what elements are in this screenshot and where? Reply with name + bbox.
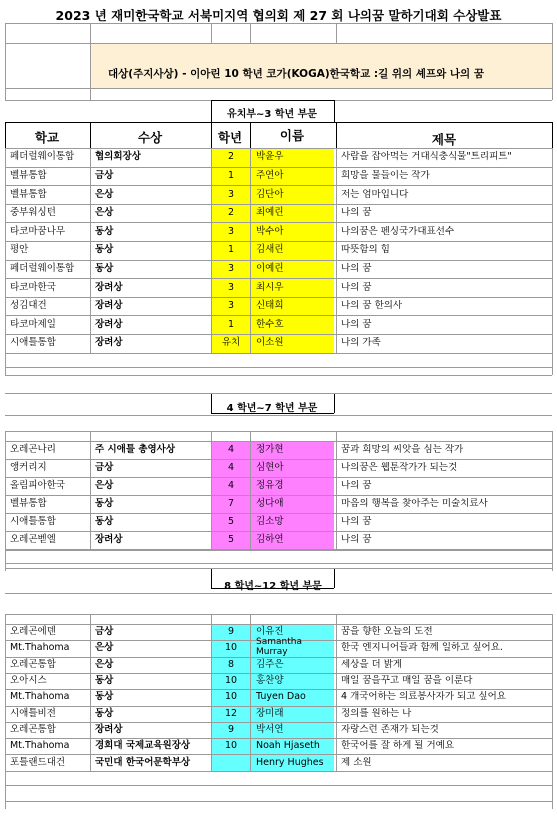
grid-line [5, 334, 552, 335]
grid-line [5, 689, 552, 690]
cell-school: 시애틀비전 [10, 707, 56, 719]
grid-line [336, 23, 337, 43]
cell-name: 정가현 [256, 444, 284, 455]
grid-line [552, 431, 553, 549]
cell-grade: 1 [227, 244, 235, 256]
grid-line [5, 441, 552, 442]
grid-line [5, 563, 552, 564]
cell-school: 페더럴웨이통합 [10, 262, 75, 274]
grid-line [552, 23, 553, 100]
cell-school: Mt.Thahoma [10, 642, 70, 654]
cell-award: 동상 [95, 262, 114, 274]
cell-name: 이유진 [256, 626, 284, 638]
cell-grade: 10 [224, 675, 238, 687]
cell-name: 김소망 [256, 516, 284, 527]
cell-title: 꿈을 향한 오늘의 도전 [341, 626, 433, 638]
grid-line [5, 375, 552, 376]
cell-title: 세상을 더 밝게 [341, 658, 403, 670]
cell-name: 김주은 [256, 658, 284, 670]
cell-title: 4 개국어하는 의료봉사자가 되고 싶어요 [341, 691, 506, 703]
section-label-4-7: 4 학년~7 학년 부문 [226, 403, 318, 414]
grid-line [5, 43, 552, 44]
grid-line [211, 23, 212, 43]
grid-line [5, 431, 552, 432]
grid-line [5, 204, 552, 205]
cell-name: 이소원 [256, 337, 284, 349]
cell-grade: 3 [227, 281, 235, 293]
cell-school: 포틀랜드대건 [10, 756, 66, 768]
grid-line [5, 738, 552, 739]
grid-line [5, 353, 552, 354]
cell-name: 김새린 [256, 244, 284, 256]
cell-school: 중부워싱턴 [10, 207, 56, 219]
cell-award: 은상 [95, 188, 114, 200]
cell-name: Noah Hjaseth [256, 740, 320, 752]
grid-line [5, 167, 552, 168]
grid-line [5, 148, 6, 353]
grid-line [336, 614, 337, 771]
grid-line [5, 801, 552, 802]
grid-line [5, 88, 552, 89]
cell-award: 금상 [95, 626, 114, 638]
cell-title: 나의 꿈 [341, 516, 372, 527]
cell-name: 신태희 [256, 300, 284, 312]
cell-grade: 10 [224, 691, 238, 703]
cell-school: 오레곤에덴 [10, 626, 56, 638]
cell-name: Tuyen Dao [256, 691, 306, 703]
cell-school: 올림피아한국 [10, 480, 66, 491]
grid-line [5, 513, 552, 514]
cell-school: 시애틀통합 [10, 337, 56, 349]
cell-grade: 3 [227, 300, 235, 312]
grid-line [552, 771, 553, 809]
grid-line [5, 624, 552, 625]
cell-grade: 유치 [221, 337, 241, 349]
cell-award: 국민대 한국어문학부상 [95, 756, 191, 768]
cell-school: Mt.Thahoma [10, 740, 70, 752]
cell-grade: 12 [224, 707, 238, 719]
cell-name: 정유경 [256, 480, 284, 491]
grid-line [5, 23, 552, 24]
cell-school: 오레곤통합 [10, 723, 56, 735]
cell-title: 나의 꿈 [341, 207, 372, 219]
cell-title: 한국 엔지니어들과 함께 일하고 싶어요. [341, 642, 503, 654]
cell-title: 나의 꿈 [341, 262, 372, 274]
grid-line [552, 549, 553, 571]
cell-award: 장려상 [95, 534, 123, 545]
cell-award: 주 시애틀 총영사상 [95, 444, 176, 455]
grid-line [90, 148, 91, 353]
grid-line [5, 393, 552, 394]
grid-line [250, 614, 251, 771]
cell-award: 장려상 [95, 723, 123, 735]
cell-grade: 10 [224, 740, 238, 752]
cell-name: 주연아 [256, 169, 284, 181]
cell-title: 나의 꿈 [341, 480, 372, 491]
grid-line [90, 23, 91, 100]
cell-title: 나의꿈은 펜싱국가대표선수 [341, 225, 455, 237]
cell-name: 홍찬양 [256, 675, 284, 687]
grid-line [5, 278, 552, 279]
cell-title: 나의 꿈 [341, 281, 372, 293]
cell-title: 나의 꿈 [341, 534, 372, 545]
cell-name: 박서연 [256, 723, 284, 735]
cell-title: 따뜻함의 힘 [341, 244, 390, 256]
cell-award: 금상 [95, 462, 114, 473]
cell-name: 김하연 [256, 534, 284, 545]
section-label-k3: 유치부~3 학년 부문 [227, 109, 317, 120]
cell-name: 최예린 [256, 207, 284, 219]
grid-line [5, 367, 552, 368]
cell-name: 장미래 [256, 707, 284, 719]
cell-grade: 7 [227, 498, 235, 509]
grid-line [5, 785, 552, 786]
cell-name: 심현아 [256, 462, 284, 473]
cell-name: 한수호 [256, 318, 284, 330]
cell-school: 타코마꿈나무 [10, 225, 66, 237]
cell-grade: 2 [227, 151, 235, 163]
grid-line [5, 614, 6, 771]
cell-award: 동상 [95, 707, 114, 719]
cell-name: 김단아 [256, 188, 284, 200]
grid-line [5, 23, 6, 43]
cell-grade: 3 [227, 225, 235, 237]
cell-title: 사람을 잡아먹는 거대식충식물"트리피트" [341, 151, 512, 163]
cell-title: 제 소원 [341, 756, 372, 768]
grid-line [336, 431, 337, 549]
cell-title: 희망을 물들이는 작가 [341, 169, 430, 181]
cell-school: 오레곤벧엘 [10, 534, 56, 545]
cell-grade: 4 [227, 444, 235, 455]
grid-line [5, 495, 552, 496]
grid-line [250, 148, 251, 353]
cell-school: 오레곤통합 [10, 658, 56, 670]
grid-line [552, 148, 553, 353]
cell-school: 오아시스 [10, 675, 47, 687]
header-award: 수상 [137, 130, 163, 145]
cell-school: 평안 [10, 244, 29, 256]
cell-name: 최시우 [256, 281, 284, 293]
cell-award: 동상 [95, 516, 114, 527]
grid-line [5, 477, 552, 478]
cell-school: 성김대건 [10, 300, 47, 312]
cell-title: 나의 꿈 [341, 318, 372, 330]
cell-award: 동상 [95, 675, 114, 687]
grid-line [5, 148, 552, 149]
grid-line [5, 771, 6, 809]
header-name: 이름 [279, 128, 305, 143]
cell-title: 나의꿈은 웹툰작가가 되는것 [341, 462, 458, 473]
cell-grade: 1 [227, 318, 235, 330]
cell-school: Mt.Thahoma [10, 691, 70, 703]
cell-grade: 3 [227, 188, 235, 200]
grid-line [5, 431, 6, 549]
grid-line [552, 614, 553, 771]
cell-school: 벨뷰통합 [10, 498, 47, 509]
grid-line [336, 148, 337, 353]
grid-line [552, 122, 553, 148]
cell-school: 페더럴웨이통합 [10, 151, 75, 163]
cell-title: 꿈과 희망의 씨앗을 심는 작가 [341, 444, 464, 455]
grid-line [334, 568, 335, 588]
grid-line [5, 550, 552, 551]
cell-school: 벨뷰통합 [10, 188, 47, 200]
grid-line [5, 122, 6, 148]
cell-grade: 5 [227, 516, 235, 527]
grid-line [5, 593, 552, 594]
cell-title: 한국어를 잘 하게 될 거예요 [341, 740, 455, 752]
grid-line [5, 531, 552, 532]
section-label-8-12: 8 학년~12 학년 부문 [224, 581, 322, 592]
cell-award: 협의회장상 [95, 151, 141, 163]
cell-school: 타코마한국 [10, 281, 56, 293]
cell-title: 매일 꿈을꾸고 매일 꿈을 이룬다 [341, 675, 473, 687]
grid-line [5, 459, 552, 460]
cell-school: 벨뷰통합 [10, 169, 47, 181]
cell-school: 타코마제일 [10, 318, 56, 330]
cell-award: 금상 [95, 169, 114, 181]
cell-name: 박윤우 [256, 151, 284, 163]
cell-title: 정의를 원하는 나 [341, 707, 412, 719]
cell-name: 이예린 [256, 262, 284, 274]
cell-title: 저는 엄마입니다 [341, 188, 409, 200]
grid-line [5, 185, 552, 186]
cell-grade: 1 [227, 169, 235, 181]
grid-line [5, 673, 552, 674]
grid-line [5, 568, 552, 569]
cell-name: 박수아 [256, 225, 284, 237]
cell-title: 나의 꿈 한의사 [341, 300, 403, 312]
grid-line [334, 393, 335, 413]
grid-line [552, 353, 553, 375]
grid-line [5, 353, 6, 375]
cell-award: 은상 [95, 207, 114, 219]
header-school: 학교 [34, 130, 60, 145]
cell-award: 동상 [95, 691, 114, 703]
cell-title: 자랑스런 존재가 되는것 [341, 723, 439, 735]
cell-grade: 2 [227, 207, 235, 219]
cell-school: 오레곤나리 [10, 444, 56, 455]
cell-award: 은상 [95, 658, 114, 670]
cell-title: 나의 가족 [341, 337, 381, 349]
grid-line [5, 614, 552, 615]
cell-award: 은상 [95, 642, 114, 654]
grid-line [5, 722, 552, 723]
grid-line [5, 260, 552, 261]
grid-line [334, 100, 335, 122]
cell-award: 동상 [95, 498, 114, 509]
cell-grade: 3 [227, 262, 235, 274]
page-title: 2023 년 재미한국학교 서북미지역 협의회 제 27 회 나의꿈 말하기대회 수상발표 [55, 8, 502, 23]
cell-title: 마음의 행복을 찾아주는 미술치료사 [341, 498, 488, 509]
grid-line [5, 222, 552, 223]
cell-award: 경희대 국제교육원장상 [95, 740, 191, 752]
grid-line [5, 43, 6, 100]
cell-grade: 4 [227, 480, 235, 491]
cell-grade: 9 [227, 723, 235, 735]
header-grade: 학년 [217, 130, 243, 145]
cell-name: Samantha Murray [256, 637, 302, 657]
cell-award: 동상 [95, 225, 114, 237]
cell-award: 동상 [95, 244, 114, 256]
cell-name: 성다애 [256, 498, 284, 509]
cell-grade: 5 [227, 534, 235, 545]
grid-line [5, 122, 552, 123]
grid-line [5, 415, 552, 416]
cell-award: 장려상 [95, 300, 123, 312]
cell-school: 앵커리지 [10, 462, 47, 473]
cell-award: 은상 [95, 480, 114, 491]
cell-grade: 8 [227, 658, 235, 670]
grid-line [250, 23, 251, 43]
grid-line [90, 431, 91, 549]
cell-school: 시애틀통합 [10, 516, 56, 527]
cell-grade: 9 [227, 626, 235, 638]
grid-line [5, 297, 552, 298]
grid-line [5, 754, 552, 755]
cell-grade: 10 [224, 642, 238, 654]
cell-award: 장려상 [95, 337, 123, 349]
grid-line [250, 431, 251, 549]
cell-award: 장려상 [95, 281, 123, 293]
cell-grade: 4 [227, 462, 235, 473]
header-title: 제목 [431, 132, 457, 147]
grid-line [211, 100, 334, 101]
grand-prize-text: 대상(주지사상) - 이아린 10 학년 코가(KOGA)한국학교 :길 위의 셰프와 나의 꿈 [108, 68, 484, 80]
grid-line [5, 315, 552, 316]
grid-line [90, 614, 91, 771]
grid-line [5, 241, 552, 242]
cell-award: 장려상 [95, 318, 123, 330]
cell-name: Henry Hughes [256, 756, 324, 768]
grid-line [5, 771, 552, 772]
